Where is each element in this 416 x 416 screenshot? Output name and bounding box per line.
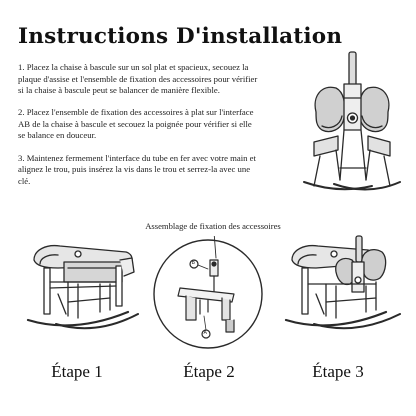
step-2-label: Étape 2 [183, 362, 235, 381]
step-1-label: Étape 1 [51, 362, 103, 381]
page-title: Instructions D'installation [18, 24, 343, 49]
marker-a-label: A [203, 330, 207, 336]
instructions-text [18, 62, 258, 198]
rocking-chair-illustration [278, 46, 408, 196]
instruction-step-2: 2. Placez l'ensemble de fixation des accessoires à plat sur l'interface AB de la chaise à bascule et secouez la poignée pour vérifier si elle se balance en douceur. [18, 107, 254, 141]
instruction-step-1: 1. Placez la chaise à bascule sur un sol plat et spacieux, secouez la plaque d'assise et l'ensemble de fixation des accessoires pour vérifier si la chaise à bascule peut se balancer de manière flexible. [18, 62, 258, 96]
step-1-illustration [16, 224, 146, 339]
step-3-illustration [276, 224, 406, 339]
assembly-label: Assemblage de fixation des accessoires [145, 221, 281, 231]
step-2-illustration [150, 236, 266, 352]
instruction-step-3: 3. Maintenez fermement l'interface du tube en fer avec votre main et alignez le trou, puis insérez la vis dans le trou et serrez-la avec une clé. [18, 152, 256, 186]
marker-b-label: B [191, 260, 195, 266]
step-3-label: Étape 3 [312, 362, 364, 381]
